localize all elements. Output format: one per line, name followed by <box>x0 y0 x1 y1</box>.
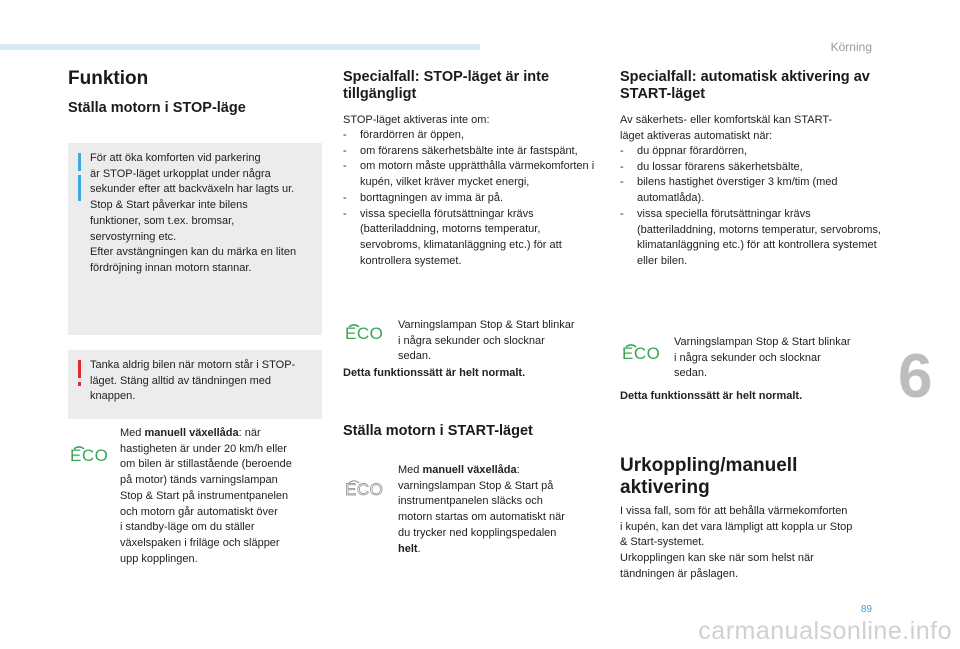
warning-icon <box>78 360 81 378</box>
warning-box <box>68 350 322 419</box>
info-icon <box>78 153 81 171</box>
manual-bold: manuell växellåda <box>144 427 239 439</box>
watermark: carmanualsonline.info <box>698 617 952 645</box>
svg-text:ECO: ECO <box>345 480 384 498</box>
auto-start-list <box>620 144 882 270</box>
eco-icon <box>622 344 670 362</box>
manual-gearbox-text <box>120 426 330 567</box>
list-item: - förardörren är öppen, <box>343 128 597 144</box>
eco-warning-text: Varningslampan Stop & Start blinkar i några sekunder och slocknar sedan. <box>398 319 575 363</box>
svg-text:ECO: ECO <box>345 324 384 342</box>
info-box-text: För att öka komforten vid parkering är STOP-läget urkopplat under några sekunder efter att backväxeln har lagts ur. Stop & Start påverkar inte bilens funktioner, som t.ex. bromsar, servostyrning etc. Efter avstängningen kan du märka en liten fördröjning innan motorn stannar. <box>90 152 297 274</box>
page-title: Funktion <box>68 68 149 89</box>
list-item: - vissa speciella förutsättningar krävs (batteriladdning, motorns temperatur, servobroms, klimatanläggning etc.) för att kontrollera systemet. <box>343 207 597 270</box>
info-box <box>68 143 322 335</box>
list-item: - borttagningen av imma är på. <box>343 191 597 207</box>
eco-warning-text: Varningslampan Stop & Start blinkar i några sekunder och slocknar sedan. <box>674 336 851 380</box>
svg-text:ECO: ECO <box>622 344 661 362</box>
uncoupling-text: I vissa fall, som för att behålla värmekomforten i kupén, kan det vara lämpligt att koppla ur Stop & Start-systemet. Urkopplingen kan ske när som helst när tändningen är påslagen. <box>620 505 853 580</box>
list-item: - om förarens säkerhetsbälte inte är fastspänt, <box>343 144 597 160</box>
auto-start-intro: Av säkerhets- eller komfortskäl kan START- läget aktiveras automatiskt när: <box>620 114 833 142</box>
eco-icon <box>70 446 118 464</box>
list-item: - du lossar förarens säkerhetsbälte, <box>620 160 882 176</box>
page-number: 89 <box>860 604 872 615</box>
start-end: . <box>417 542 421 555</box>
svg-text:ECO: ECO <box>70 446 109 464</box>
start-bold-helt: helt <box>398 542 418 555</box>
stop-unavailable-list <box>343 128 597 269</box>
header-accent-bar <box>0 44 480 50</box>
manual-prefix: Med <box>120 427 145 439</box>
stop-mode-heading: Ställa motorn i STOP-läge <box>68 100 246 116</box>
list-item: - vissa speciella förutsättningar krävs (batteriladdning, motorns temperatur, servobroms, klimatanläggning etc.) för att kontrollera systemet eller bilen. <box>620 207 882 270</box>
warning-box-text: Tanka aldrig bilen när motorn står i STOP- läget. Stäng alltid av tändningen med knappen. <box>90 359 296 403</box>
normal-note: Detta funktionssätt är helt normalt. <box>343 367 526 379</box>
chapter-number: 6 <box>898 342 933 411</box>
start-bold: manuell växellåda <box>422 464 517 476</box>
stop-unavailable-heading: Specialfall: STOP-läget är inte tillgängligt <box>343 69 550 102</box>
start-mode-text <box>398 463 603 557</box>
uncoupling-heading: Urkoppling/manuell aktivering <box>620 455 798 498</box>
section-title: Körning <box>830 40 872 54</box>
normal-note: Detta funktionssätt är helt normalt. <box>620 390 803 402</box>
manual-rest: : när hastigheten är under 20 km/h eller om bilen är stillastående (beroende på motor) tänds varningslampan Stop & Start på instrumentpanelen och motorn går automatiskt över i standby-läge om du ställer växelspaken i friläge och släpper upp kopplingen. <box>120 427 292 565</box>
list-item: - om motorn måste upprätthålla värmekomforten i kupén, vilket kräver mycket energi, <box>343 159 597 190</box>
start-rest: : varningslampan Stop & Start på instrumentpanelen släcks och motorn startas om automatiskt när du trycker ned kopplingspedalen <box>398 464 565 539</box>
auto-start-heading: Specialfall: automatisk aktivering av START-läget <box>620 69 870 102</box>
list-item: - bilens hastighet överstiger 3 km/tim (med automatlåda). <box>620 175 882 206</box>
list-item: - du öppnar förardörren, <box>620 144 882 160</box>
eco-icon <box>345 324 393 342</box>
stop-unavailable-intro: STOP-läget aktiveras inte om: <box>343 114 490 126</box>
start-prefix: Med <box>398 464 423 476</box>
start-mode-heading: Ställa motorn i START-läget <box>343 423 533 439</box>
eco-icon-outline <box>345 480 393 498</box>
